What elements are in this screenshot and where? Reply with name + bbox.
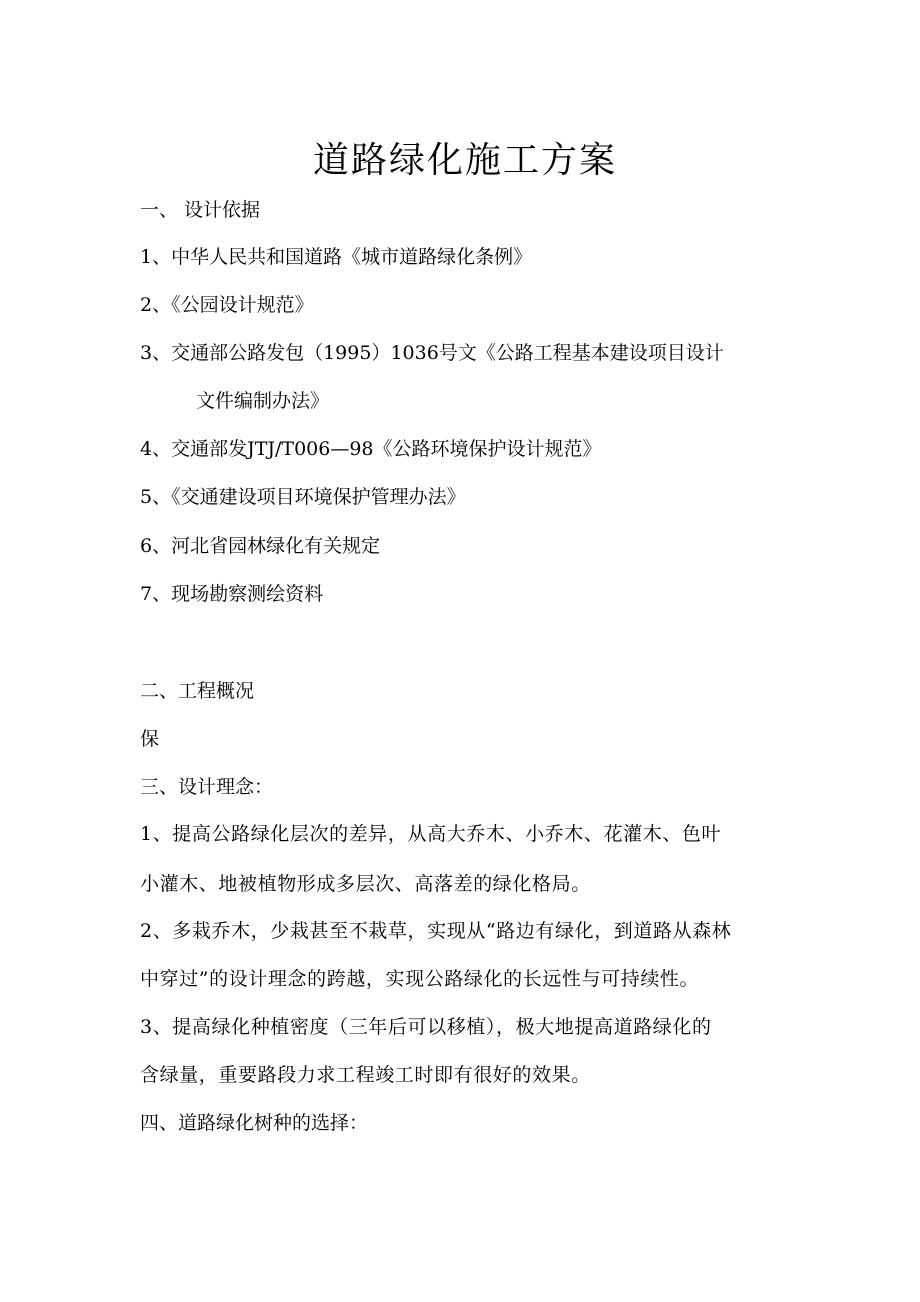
concept-item-3: 3、提高绿化种植密度（三年后可以移植），极大地提高道路绿化的 — [140, 1016, 712, 1038]
concept-item-2-continued: 中穿过”的设计理念的跨越，实现公路绿化的长远性与可持续性。 — [140, 968, 700, 990]
basis-item-7: 7、现场勘察测绘资料 — [140, 583, 324, 605]
document-title: 道路绿化施工方案 — [312, 140, 617, 181]
basis-item-1: 1、中华人民共和国道路《城市道路绿化条例》 — [140, 246, 533, 268]
concept-item-2: 2、多栽乔木，少栽甚至不栽草，实现从“路边有绿化，到道路从森林 — [140, 920, 732, 942]
basis-item-3: 3、交通部公路发包（1995）1036号文《公路工程基本建设项目设计 — [140, 342, 724, 364]
basis-item-6: 6、河北省园林绿化有关规定 — [140, 535, 381, 557]
basis-item-2: 2、《公园设计规范》 — [140, 294, 314, 316]
project-overview-text: 保 — [140, 728, 160, 750]
concept-item-3-continued: 含绿量，重要路段力求工程竣工时即有很好的效果。 — [140, 1064, 591, 1086]
concept-item-1: 1、提高公路绿化层次的差异，从高大乔木、小乔木、花灌木、色叶 — [140, 823, 722, 845]
concept-item-1-continued: 小灌木、地被植物形成多层次、高落差的绿化格局。 — [140, 873, 591, 895]
basis-item-5: 5、《交通建设项目环境保护管理办法》 — [140, 486, 466, 508]
section-heading-tree-species: 四、道路绿化树种的选择： — [140, 1112, 369, 1134]
section-heading-project-overview: 二、工程概况 — [140, 680, 255, 702]
section-heading-design-concept: 三、设计理念： — [140, 776, 274, 798]
section-heading-design-basis: 一、 设计依据 — [140, 199, 261, 221]
basis-item-3-continued: 文件编制办法》 — [196, 390, 330, 412]
basis-item-4: 4、交通部发JTJ/T006—98《公路环境保护设计规范》 — [140, 438, 602, 460]
